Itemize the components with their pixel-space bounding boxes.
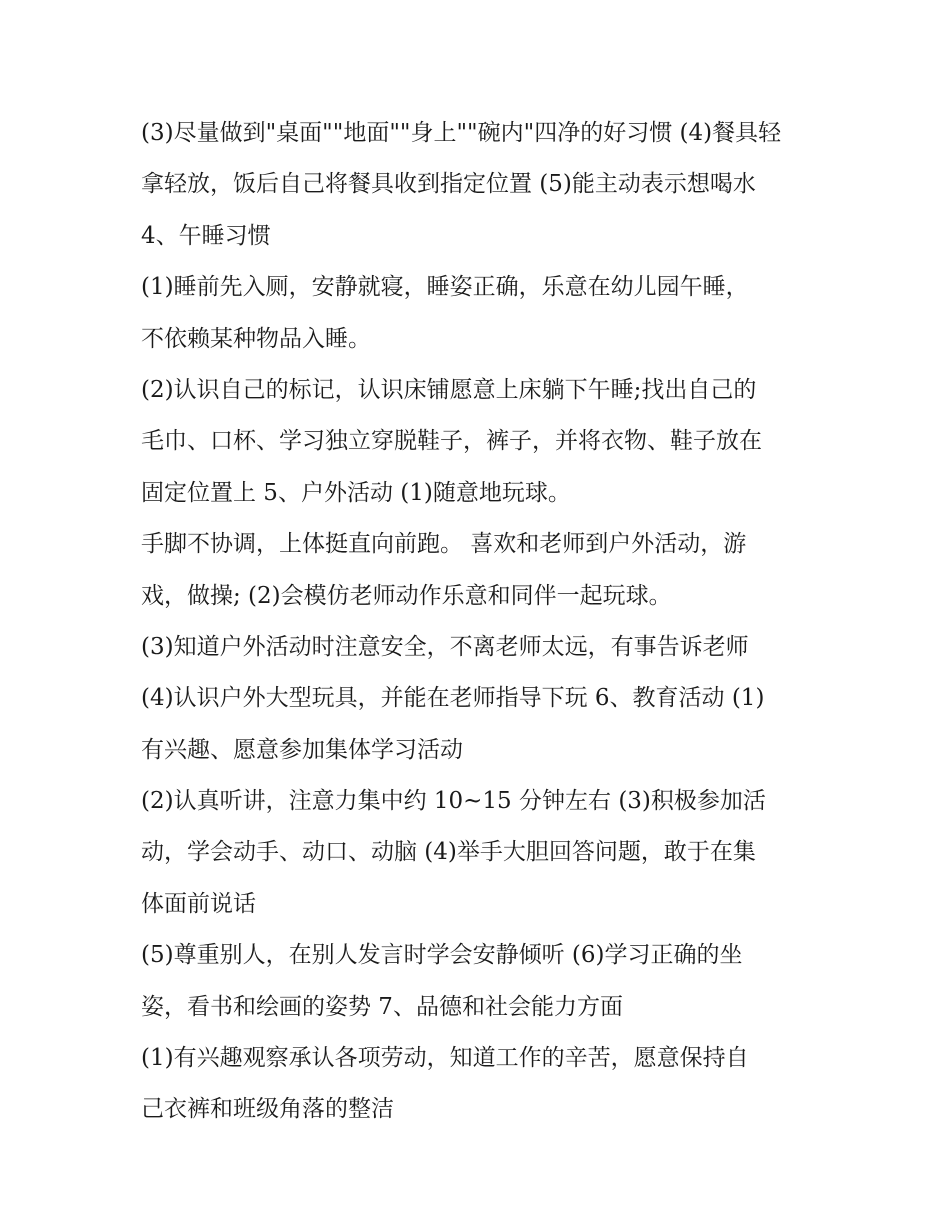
- text-line: 体面前说话: [141, 890, 256, 917]
- text-line: (5)尊重别人，在别人发言时学会安静倾听 (6)学习正确的坐: [141, 942, 743, 969]
- text-line: 有兴趣、愿意参加集体学习活动: [141, 736, 463, 763]
- text-line: (3)知道户外活动时注意安全，不离老师太远，有事告诉老师: [141, 633, 749, 660]
- section-heading: 4、午睡习惯: [141, 222, 271, 249]
- text-line: 手脚不协调，上体挺直向前跑。 喜欢和老师到户外活动，游: [141, 531, 747, 558]
- text-line: 不依赖某种物品入睡。: [141, 325, 371, 352]
- text-line: (2)认真听讲，注意力集中约 10~15 分钟左右 (3)积极参加活: [141, 788, 766, 815]
- text-line: 固定位置上 5、户外活动 (1)随意地玩球。: [141, 479, 571, 506]
- text-line: (1)有兴趣观察承认各项劳动，知道工作的辛苦，愿意保持自: [141, 1045, 749, 1072]
- text-line: (3)尽量做到"桌面""地面""身上""碗内"四净的好习惯 (4)餐具轻: [141, 120, 782, 146]
- text-line: 拿轻放，饭后自己将餐具收到指定位置 (5)能主动表示想喝水: [141, 171, 756, 198]
- text-line: 动，学会动手、动口、动脑 (4)举手大胆回答问题，敢于在集: [141, 839, 756, 866]
- text-line: (2)认识自己的标记，认识床铺愿意上床躺下午睡;找出自己的: [141, 376, 757, 403]
- text-line: (1)睡前先入厕，安静就寝，睡姿正确，乐意在幼儿园午睡，: [141, 274, 749, 301]
- text-line: (4)认识户外大型玩具，并能在老师指导下玩 6、教育活动 (1): [141, 685, 765, 712]
- text-line: 戏，做操; (2)会模仿老师动作乐意和同伴一起玩球。: [141, 582, 672, 609]
- text-line: 毛巾、口杯、学习独立穿脱鞋子，裤子，并将衣物、鞋子放在: [141, 428, 762, 455]
- text-line: 己衣裤和班级角落的整洁: [141, 1096, 394, 1123]
- text-line: 姿，看书和绘画的姿势 7、品德和社会能力方面: [141, 993, 623, 1020]
- document-body: [141, 108, 821, 1136]
